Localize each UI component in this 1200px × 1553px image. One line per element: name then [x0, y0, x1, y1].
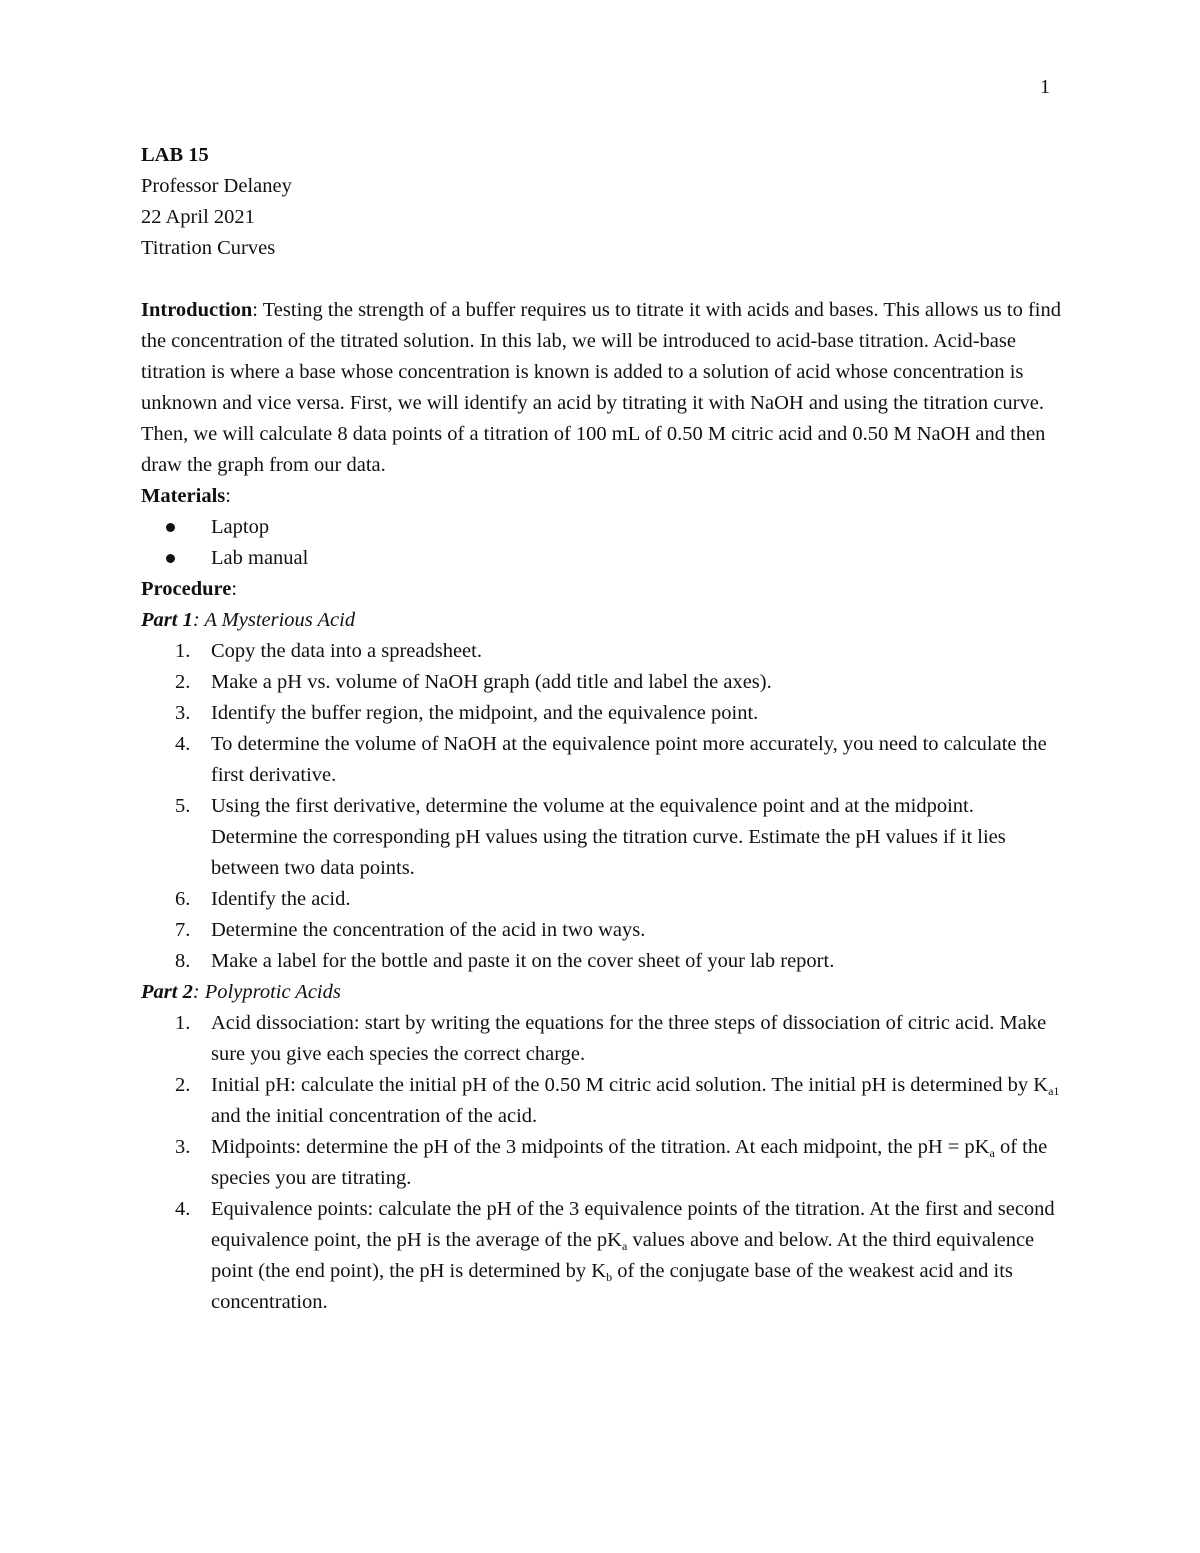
list-item [175, 915, 1061, 946]
step-number: 2. [175, 1074, 191, 1096]
part1-title: : A Mysterious Acid [192, 609, 356, 631]
list-item [175, 698, 1061, 729]
list-item [175, 729, 1061, 791]
lab-title: LAB 15 [141, 144, 209, 166]
report-date: 22 April 2021 [141, 206, 255, 228]
part1-steps [141, 636, 1061, 977]
material-item: Lab manual [211, 547, 309, 569]
page-number: 1 [1040, 76, 1050, 98]
list-item [175, 1008, 1061, 1070]
step-number: 6. [175, 888, 191, 910]
step-number: 1. [175, 640, 191, 662]
introduction-paragraph [141, 295, 1061, 481]
list-item [175, 946, 1061, 977]
step-text: To determine the volume of NaOH at the equivalence point more accurately, you need to calculate the first derivative. [211, 733, 1047, 786]
procedure-heading [141, 574, 1061, 605]
step-number: 2. [175, 671, 191, 693]
subscript: a [622, 1239, 628, 1253]
step-text: of the species you are titrating. [211, 1136, 1048, 1189]
subscript: b [606, 1270, 613, 1284]
blank-line [141, 264, 1061, 295]
list-item [175, 1070, 1061, 1132]
step-number: 5. [175, 795, 191, 817]
step-text: Copy the data into a spreadsheet. [211, 640, 482, 662]
procedure-label: Procedure [141, 578, 232, 600]
list-item [211, 543, 1061, 574]
materials-label: Materials [141, 485, 226, 507]
bullet-icon [166, 554, 175, 563]
list-item [175, 884, 1061, 915]
report-subject: Titration Curves [141, 237, 276, 259]
subscript: a1 [1048, 1084, 1060, 1098]
step-text: Make a label for the bottle and paste it on the cover sheet of your lab report. [211, 950, 835, 972]
list-item [211, 512, 1061, 543]
part2-title: : Polyprotic Acids [192, 981, 341, 1003]
bullet-icon [166, 523, 175, 532]
materials-list [141, 512, 1061, 574]
list-item [175, 791, 1061, 884]
step-text: Midpoints: determine the pH of the 3 midpoints of the titration. At each midpoint, the pH = pK [211, 1136, 990, 1158]
part2-label: Part 2 [141, 981, 193, 1003]
materials-colon: : [225, 485, 231, 507]
materials-heading [141, 481, 1061, 512]
list-item [175, 636, 1061, 667]
step-number: 3. [175, 1136, 191, 1158]
professor-name: Professor Delaney [141, 175, 292, 197]
step-text: values above and below. At the third equivalence point (the end point), the pH is determined by K [211, 1229, 1035, 1282]
step-text: Initial pH: calculate the initial pH of the 0.50 M citric acid solution. The initial pH is determined by K [211, 1074, 1049, 1096]
step-text: Determine the concentration of the acid in two ways. [211, 919, 646, 941]
list-item [175, 1194, 1061, 1318]
part1-heading [141, 605, 1061, 636]
part2-steps [141, 1008, 1061, 1318]
step-text: Identify the buffer region, the midpoint, and the equivalence point. [211, 702, 759, 724]
step-number: 7. [175, 919, 191, 941]
list-item [175, 667, 1061, 698]
step-number: 4. [175, 733, 191, 755]
step-text: and the initial concentration of the acid. [211, 1105, 538, 1127]
procedure-colon: : [231, 578, 238, 600]
step-number: 8. [175, 950, 191, 972]
material-item: Laptop [211, 516, 270, 538]
step-number: 3. [175, 702, 191, 724]
step-text: of the conjugate base of the weakest acid and its concentration. [211, 1260, 1013, 1313]
part2-heading [141, 977, 1061, 1008]
subscript: a [989, 1146, 995, 1160]
document-body [141, 140, 1061, 1318]
introduction-text: : Testing the strength of a buffer requires us to titrate it with acids and bases. This allows us to find the concentration of the titrated solution. In this lab, we will be introduced to acid-base titration. Acid-base titration is where a base whose concentration is known is added to a solution of acid whose concentration is unknown and vice versa. First, we will identify an acid by titrating it with NaOH and using the titration curve. Then, we will calculate 8 data points of a titration of 100 mL of 0.50 M citric acid and 0.50 M NaOH and then draw the graph from our data. [141, 299, 1062, 476]
list-item [175, 1132, 1061, 1194]
step-text: Equivalence points: calculate the pH of the 3 equivalence points of the titration. At the first and second equivalence point, the pH is the average of the pK [211, 1198, 1055, 1251]
step-text: Identify the acid. [211, 888, 351, 910]
step-text: Using the first derivative, determine the volume at the equivalence point and at the midpoint. Determine the corresponding pH values using the titration curve. Estimate the pH values if it lies between two data points. [211, 795, 1006, 879]
step-number: 4. [175, 1198, 191, 1220]
step-text: Acid dissociation: start by writing the equations for the three steps of dissociation of citric acid. Make sure you give each species the correct charge. [211, 1012, 1047, 1065]
step-number: 1. [175, 1012, 191, 1034]
part1-label: Part 1 [141, 609, 193, 631]
introduction-label: Introduction [141, 299, 253, 321]
step-text: Make a pH vs. volume of NaOH graph (add title and label the axes). [211, 671, 772, 693]
